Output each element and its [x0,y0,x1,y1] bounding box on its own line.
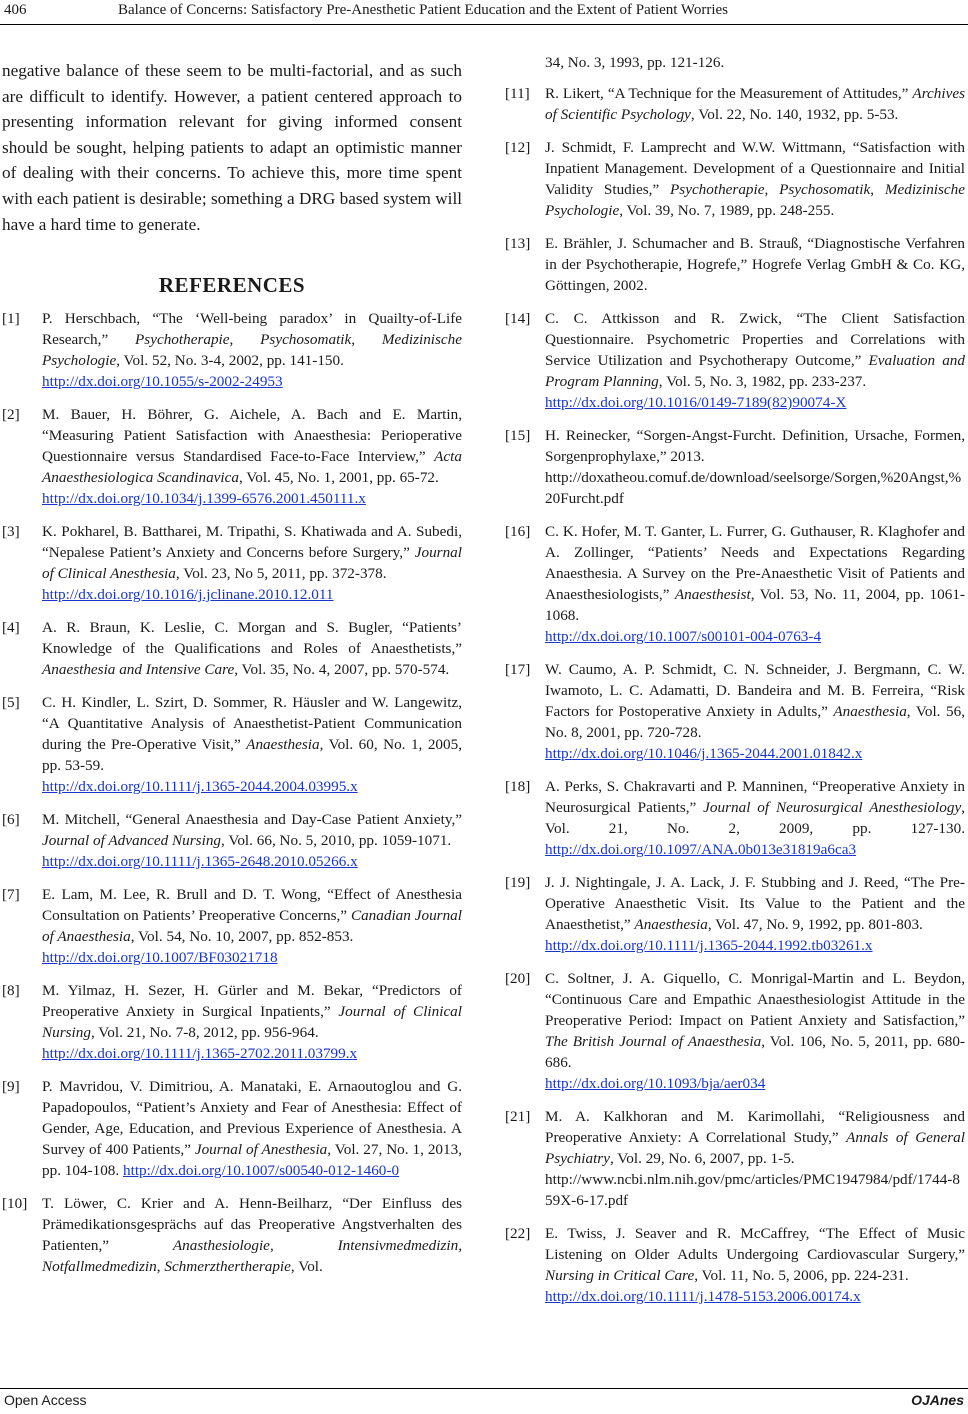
footer-open-access: Open Access [4,1392,87,1408]
reference-segment: M. A. Kalkhoran and M. Karimollahi, “Religiousness and Preoperative Anxiety: A Correlational Study,” [545,1108,965,1146]
reference-text [545,968,965,1094]
reference-entry [2,884,462,968]
reference-entry [505,233,965,296]
reference-entry [505,137,965,221]
reference-journal: Anaesthesia [634,916,708,933]
reference-segment: , [156,1258,165,1276]
reference-segment: , Vol. 106, No. 5, 2011, pp. 680-686. [545,1033,965,1071]
reference-entry [505,659,965,764]
right-column [505,52,965,1319]
reference-entry [2,1193,462,1277]
reference-journal: Anaesthesia [833,703,907,720]
reference-text [42,692,462,797]
body-paragraph: negative balance of these seem to be multi-factorial, and as such are difficult to identify. However, a patient centered approach to presenting information relevant for giving informed consent should be sought, helping patients to adapt an optimistic manner of dealing with their concerns. To achieve this, more time spent with each patient is desirable; something a DRG based system will have a hard time to generate. [2,61,462,234]
reference-entry [505,1106,965,1211]
reference-segment: E. Brähler, J. Schumacher and B. Strauß, “Diagnostische Verfahren in der Psychotherapie, Hogrefe,” Hogrefe Verlag GmbH & Co. KG, Göttingen, 2002. [545,235,965,294]
reference-number: [4] [2,619,20,637]
reference-number: [16] [505,523,531,540]
reference-segment: , Vol. 21, No. 7-8, 2012, pp. 956-964. [90,1024,319,1042]
reference-segment: , Vol. 27, No. 1, 2013, pp. 104-108. [42,1141,462,1180]
reference-journal: Journal of Anesthesia [194,1141,328,1159]
reference-segment: , Vol. 39, No. 7, 1989, pp. 248-255. [619,202,835,219]
reference-entry [2,404,462,509]
doi-link[interactable]: http://dx.doi.org/10.1016/j.jclinane.2010.12.011 [42,586,334,604]
reference-segment: , Vol. 35, No. 4, 2007, pp. 570-574. [234,661,450,679]
reference-number: [19] [505,874,531,891]
reference-segment: , Vol. 22, No. 140, 1932, pp. 5-53. [690,106,899,123]
reference-segment: E. Lam, M. Lee, R. Brull and D. T. Wong, “Effect of Anesthesia Consultation on Patients’ Preoperative Concerns,” [42,886,462,925]
reference-segment: , Vol. [290,1258,323,1276]
reference-url: http://doxatheou.comuf.de/download/seelsorge/Sorgen,%20Angst,%20Furcht.pdf [545,469,962,507]
reference-text [42,1193,462,1277]
doi-link[interactable]: http://dx.doi.org/10.1097/ANA.0b013e31819a6ca3 [545,841,857,858]
reference-number: [17] [505,661,531,678]
reference-number: [13] [505,235,531,252]
reference-segment: K. Pokharel, B. Battharei, M. Tripathi, S. Khatiwada and A. Subedi, “Nepalese Patient’s Anxiety and Concerns before Surgery,” [42,523,462,562]
reference-journal: Psychotherapie [670,181,765,198]
reference-entry [2,980,462,1064]
reference-segment: J. Schmidt, F. Lamprecht and W.W. Wittmann, “Satisfaction with Inpatient Management. Development of a Questionnaire and Initial Validity Studies,” [545,139,965,198]
doi-link[interactable]: http://dx.doi.org/10.1007/s00101-004-0763-4 [545,628,822,645]
reference-number: [6] [2,811,20,829]
doi-link[interactable]: http://dx.doi.org/10.1111/j.1365-2702.2011.03799.x [42,1045,358,1063]
reference-text [42,1076,462,1181]
page-footer [0,1388,968,1414]
reference-journal: Journal of Neurosurgical Anesthesiology [703,799,962,816]
reference-text [42,617,462,680]
reference-segment: , Vol. 66, No. 5, 2010, pp. 1059-1071. [221,832,452,850]
reference-text [545,233,965,296]
reference-segment: E. Twiss, J. Seaver and R. McCaffrey, “The Effect of Music Listening on Older Adults Undergoing Cardiovascular Surgery,” [545,1225,965,1263]
reference-entry [505,425,965,509]
doi-link[interactable]: http://dx.doi.org/10.1046/j.1365-2044.2001.01842.x [545,745,863,762]
reference-journal: Evaluation and Program Planning [545,352,965,390]
doi-link[interactable]: http://dx.doi.org/10.1111/j.1365-2044.2004.03995.x [42,778,358,796]
reference-number: [22] [505,1225,531,1242]
reference-segment: , Vol. 45, No. 1, 2001, pp. 65-72. [238,469,439,487]
reference-segment: , Vol. 11, No. 5, 2006, pp. 224-231. [694,1267,909,1284]
reference-segment: A. R. Braun, K. Leslie, C. Morgan and S. Bugler, “Patients’ Knowledge of the Qualifications and Roles of Anaesthetists,” [42,619,462,658]
reference-entry [2,1076,462,1181]
reference-text [42,980,462,1064]
reference-segment: A. Perks, S. Chakravarti and P. Manninen, “Preoperative Anxiety in Neurosurgical Patients,” [545,778,965,816]
reference-number: [20] [505,970,531,987]
reference-journal: Psychosomatik [260,331,352,349]
reference-journal: Journal of Clinical Nursing [42,1003,462,1042]
reference-number: [21] [505,1108,531,1125]
reference-journal: Anaesthesia and Intensive Care [42,661,235,679]
reference-entry [505,776,965,860]
reference-segment: M. Mitchell, “General Anaesthesia and Day-Case Patient Anxiety,” [42,811,462,829]
doi-link[interactable]: http://dx.doi.org/10.1111/j.1365-2648.2010.05266.x [42,853,358,871]
reference-number: [10] [2,1195,28,1213]
reference-journal: Anaesthesia [246,736,320,754]
reference-text [42,404,462,509]
reference-number: [15] [505,427,531,444]
reference-number: [12] [505,139,531,156]
doi-link[interactable]: http://dx.doi.org/10.1111/j.1478-5153.2006.00174.x [545,1288,861,1305]
reference-text [545,1106,965,1211]
reference-text [42,809,462,872]
footer-rule [0,1388,968,1389]
reference-segment: , Vol. 47, No. 9, 1992, pp. 801-803. [707,916,923,933]
reference-number: [8] [2,982,20,1000]
reference-journal: Annals of General Psychiatry [545,1129,965,1167]
reference-journal: The British Journal of Anaesthesia [545,1033,762,1050]
doi-link[interactable]: http://dx.doi.org/10.1055/s-2002-24953 [42,373,283,391]
doi-link[interactable]: http://dx.doi.org/10.1007/s00540-012-1460-0 [123,1162,400,1180]
reference-number: [18] [505,778,531,795]
reference-journal: Archives of Scientific Psychology [545,85,965,123]
reference-segment: C. Soltner, J. A. Giquello, C. Monrigal-Martin and L. Beydon, “Continuous Care and Empathic Anaesthesiologist Attitude in the Preoperative Period: Impact on Patient Anxiety and Satisfaction,” [545,970,965,1029]
reference-journal: Medizinische Psychologie [545,181,965,219]
reference-list-left [2,308,462,1277]
footer-journal: OJAnes [911,1392,964,1408]
reference-text [42,884,462,968]
reference-journal: Notfallmedmedizin [42,1258,157,1276]
reference-url: http://www.ncbi.nlm.nih.gov/pmc/articles/PMC1947984/pdf/1744-859X-6-17.pdf [545,1171,960,1209]
doi-link[interactable]: http://dx.doi.org/10.1111/j.1365-2044.1992.tb03261.x [545,937,873,954]
reference-continuation: 34, No. 3, 1993, pp. 121-126. [545,54,725,71]
reference-entry [505,968,965,1094]
reference-segment: , Vol. 23, No 5, 2011, pp. 372-378. [175,565,387,583]
reference-journal: Medizinische Psychologie [42,331,463,370]
reference-entry [2,692,462,797]
reference-entry [505,308,965,413]
reference-journal: Anaesthesist [674,586,751,603]
reference-number: [2] [2,406,20,424]
doi-link[interactable]: http://dx.doi.org/10.1093/bja/aer034 [545,1075,766,1092]
reference-text [545,83,965,125]
reference-segment: , [229,331,261,349]
doi-link[interactable]: http://dx.doi.org/10.1016/0149-7189(82)90074-X [545,394,847,411]
reference-segment: , Vol. 21, No. 2, 2009, pp. 127-130. [545,799,965,837]
reference-list-right [505,83,965,1307]
reference-segment: C. H. Kindler, L. Szirt, D. Sommer, R. Häusler and W. Langewitz, “A Quantitative Analysis of Anaesthetist-Patient Communication during the Pre-Operative Visit,” [42,694,462,754]
reference-segment: M. Bauer, H. Böhrer, G. Aichele, A. Bach and E. Martin, “Measuring Patient Satisfaction with Anaesthesia: Perioperative Questionnaire versus Standardised Face-to-Face Interview,” [42,406,462,466]
doi-link[interactable]: http://dx.doi.org/10.1007/BF03021718 [42,949,278,967]
reference-number: [1] [2,310,20,328]
reference-journal: Psychosomatik [779,181,871,198]
reference-text [545,776,965,860]
reference-segment: T. Löwer, C. Krier and A. Henn-Beilharz, “Der Einfluss des Prämedikationsgesprächs auf das Preoperative Angstverhalten des Patienten,” [42,1195,462,1255]
reference-text [42,521,462,605]
reference-entry [2,809,462,872]
reference-entry [505,83,965,125]
reference-number: [5] [2,694,20,712]
reference-number: [9] [2,1078,20,1096]
doi-link[interactable]: http://dx.doi.org/10.1034/j.1399-6576.2001.450111.x [42,490,366,508]
reference-segment: , [458,1237,462,1255]
reference-segment: , Vol. 52, No. 3-4, 2002, pp. 141-150. [116,352,344,370]
reference-text [545,521,965,647]
reference-journal: Psychotherapie [135,331,230,349]
running-title: Balance of Concerns: Satisfactory Pre-Anesthetic Patient Education and the Extent of Patient Worries [118,2,729,18]
reference-entry [2,308,462,392]
reference-segment: , [870,181,885,198]
reference-number: [7] [2,886,20,904]
page-number: 406 [4,2,27,18]
reference-segment: P. Herschbach, “The ‘Well-being paradox’ in Quailty-of-Life Research,” [42,310,462,349]
reference-text [42,308,462,392]
reference-entry [2,617,462,680]
reference-number: [11] [505,85,530,102]
reference-segment: H. Reinecker, “Sorgen-Angst-Furcht. Definition, Ursache, Formen, Sorgenprophylaxe,” 2013. [545,427,965,465]
reference-entry [505,521,965,647]
reference-journal: Journal of Advanced Nursing [42,832,222,850]
reference-entry [2,521,462,605]
reference-number: [14] [505,310,531,327]
reference-journal: Intensivmedmedizin [337,1237,459,1255]
reference-journal: Acta Anaesthesiologica Scandinavica [42,448,462,487]
reference-segment: , [351,331,382,349]
references-heading: REFERENCES [158,273,306,298]
reference-text [545,872,965,956]
header-rule [0,24,968,25]
reference-segment: P. Mavridou, V. Dimitriou, A. Manataki, E. Arnaoutoglou and G. Papadopoulos, “Patient’s Anxiety and Fear of Anesthesia: Effect of Gender, Age, Education, and Previous Experience of Anesthesia. A Survey of 400 Patients,” [42,1078,462,1159]
reference-segment: W. Caumo, A. P. Schmidt, C. N. Schneider, J. Bergmann, C. W. Iwamoto, L. C. Adamatti, D. Bandeira and M. B. Ferreira, “Risk Factors for Postoperative Anxiety in Adults,” [545,661,965,720]
reference-segment: , Vol. 60, No. 1, 2005, pp. 53-59. [42,736,462,775]
reference-segment: , Vol. 29, No. 6, 2007, pp. 1-5. [609,1150,795,1167]
reference-segment: , [269,1237,338,1255]
reference-number: [3] [2,523,20,541]
page-header [0,0,968,26]
reference-segment: C. K. Hofer, M. T. Ganter, L. Furrer, G. Guthauser, R. Klaghofer and A. Zollinger, “Patients’ Needs and Expectations Regarding Anaesthesia. A Survey on the Pre-Anaesthetic Visit of Patients and Anaesthesiologists,” [545,523,965,603]
reference-text [545,1223,965,1307]
reference-segment: , Vol. 54, No. 10, 2007, pp. 852-853. [130,928,354,946]
reference-segment: C. C. Attkisson and R. Zwick, “The Client Satisfaction Questionnaire. Psychometric Properties and Correlations with Service Utilization and Psychotherapy Outcome,” [545,310,965,369]
reference-segment: J. J. Nightingale, J. A. Lack, J. F. Stubbing and J. Reed, “The Pre-Operative Anaesthetic Visit. Its Value to the Patient and the Anaesthetist,” [545,874,965,933]
reference-text [545,308,965,413]
reference-journal: Canadian Journal of Anaesthesia [42,907,462,946]
reference-segment: M. Yilmaz, H. Sezer, H. Gürler and M. Bekar, “Predictors of Preoperative Anxiety in Surgical Inpatients,” [42,982,462,1021]
reference-journal: Anasthesiologie [172,1237,270,1255]
reference-segment: , Vol. 56, No. 8, 2001, pp. 720-728. [545,703,965,741]
reference-segment: , Vol. 5, No. 3, 1982, pp. 233-237. [658,373,867,390]
reference-entry [505,1223,965,1307]
reference-text [545,659,965,764]
reference-segment: , [764,181,780,198]
reference-text [545,425,965,509]
left-column [2,58,462,1289]
reference-text [545,137,965,221]
reference-segment: , Vol. 53, No. 11, 2004, pp. 1061-1068. [545,586,965,624]
reference-journal: Journal of Clinical Anesthesia [42,544,462,583]
reference-segment: R. Likert, “A Technique for the Measurement of Attitudes,” [545,85,913,102]
reference-journal: Nursing in Critical Care [545,1267,695,1284]
reference-journal: Schmerzthertherapie [164,1258,291,1276]
reference-entry [505,872,965,956]
